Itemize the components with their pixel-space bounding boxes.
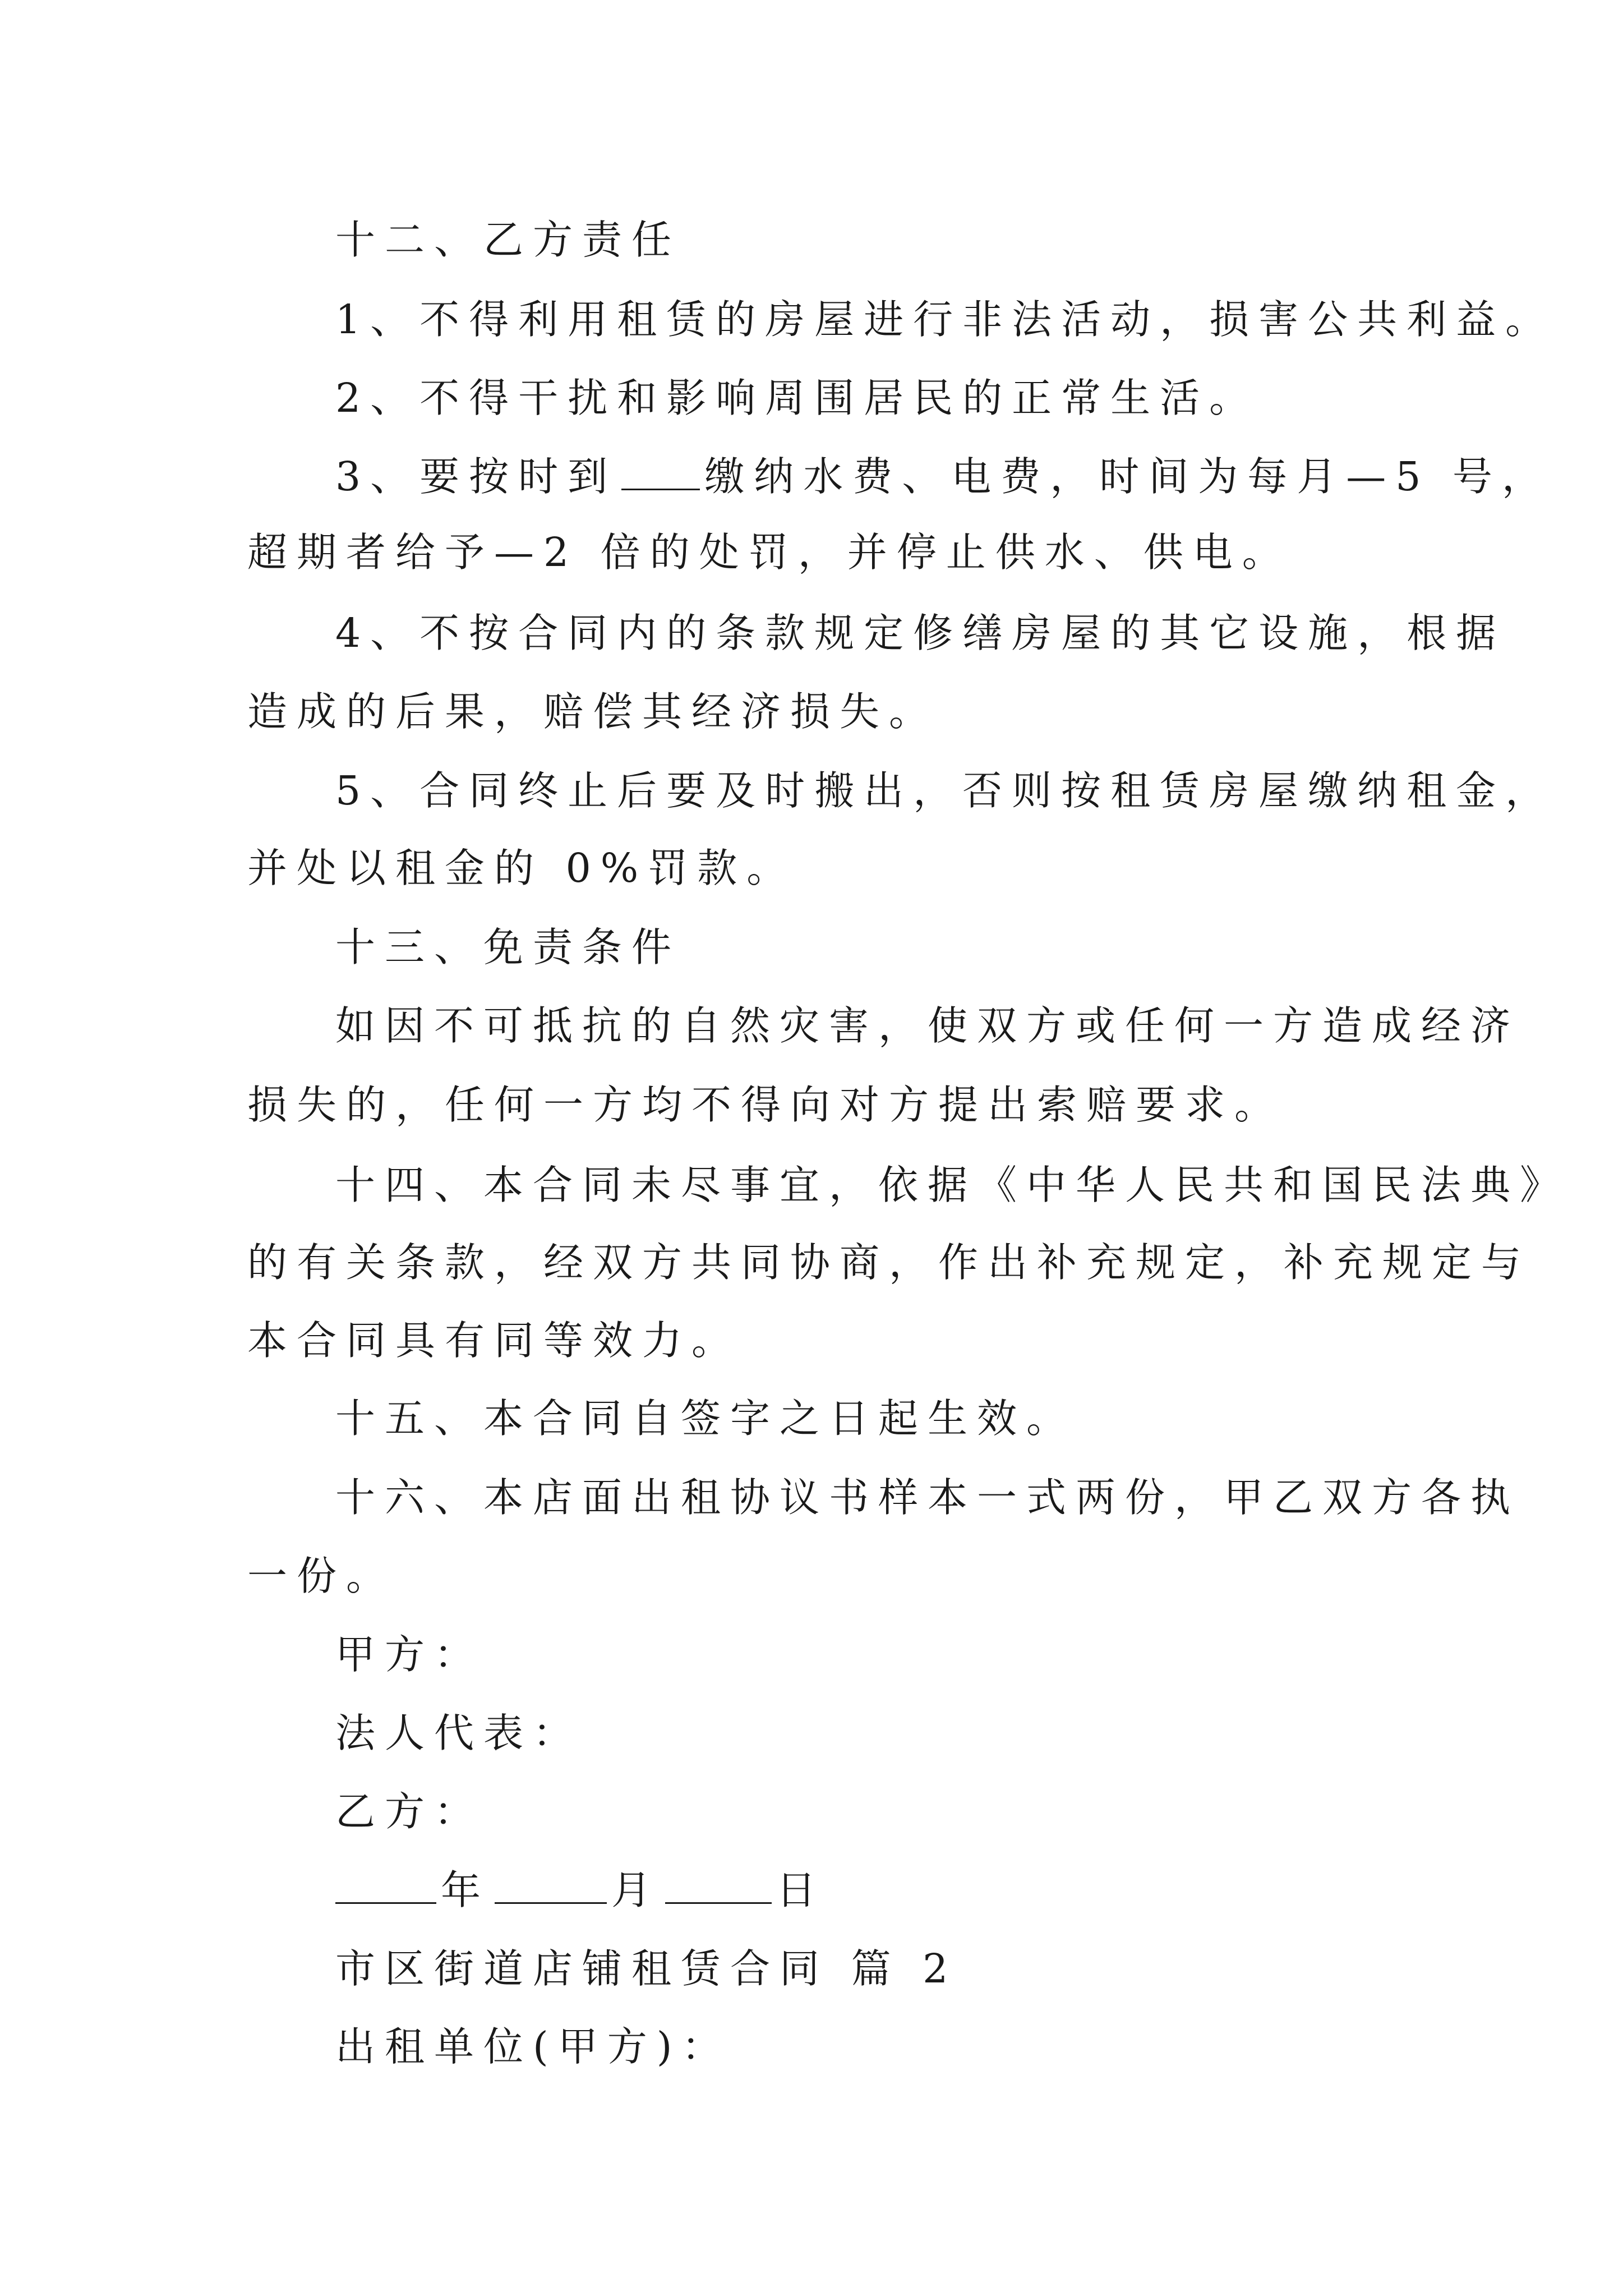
day-label: 日 — [776, 1867, 826, 1913]
clause-3-line-1 — [335, 452, 1551, 502]
year-blank — [335, 1867, 436, 1904]
clause-4-line-2: 造成的后果，赔偿其经济损失。 — [247, 688, 939, 735]
section-14-line-3: 本合同具有同等效力。 — [247, 1317, 741, 1364]
section-16-line-1: 十六、本店面出租协议书样本一式两份，甲乙双方各执 — [335, 1474, 1520, 1521]
month-label: 月 — [611, 1867, 661, 1913]
legal-representative-label: 法人代表： — [335, 1710, 583, 1756]
section-14-line-2: 的有关条款，经双方共同协商，作出补充规定，补充规定与 — [247, 1239, 1531, 1286]
day-blank — [665, 1867, 772, 1904]
section-15: 十五、本合同自签字之日起生效。 — [335, 1395, 1076, 1442]
year-label: 年 — [441, 1867, 491, 1913]
clause-4-line-1: 4、不按合同内的条款规定修缮房屋的其它设施，根据 — [335, 610, 1506, 656]
month-blank — [495, 1867, 607, 1904]
clause-3-line-2: 超期者给予—2 倍的处罚，并停止供水、供电。 — [247, 529, 1292, 576]
party-a-label: 甲方： — [335, 1631, 484, 1678]
clause-2: 2、不得干扰和影响周围居民的正常生活。 — [335, 375, 1259, 421]
exemption-line-1: 如因不可抵抗的自然灾害，使双方或任何一方造成经济 — [335, 1002, 1520, 1049]
party-b-label: 乙方： — [335, 1788, 484, 1835]
clause-3-text-before-blank: 3、要按时到 — [335, 453, 617, 500]
clause-3-text-after-blank: 缴纳水费、电费，时间为每月—5 号， — [704, 453, 1551, 500]
section-heading-12: 十二、乙方责任 — [335, 217, 681, 263]
lessor-label: 出租单位(甲方)： — [335, 2023, 731, 2070]
signature-date-line — [335, 1865, 826, 1916]
clause-5-line-1: 5、合同终止后要及时搬出，否则按租赁房屋缴纳租金， — [335, 767, 1555, 814]
contract-2-title: 市区街道店铺租赁合同 篇 2 — [335, 1945, 958, 1992]
section-heading-13: 十三、免责条件 — [335, 924, 681, 970]
section-16-line-2: 一份。 — [247, 1553, 396, 1599]
clause-5-line-2: 并处以租金的 0%罚款。 — [247, 845, 796, 891]
section-14-line-1: 十四、本合同未尽事宜，依据《中华人民共和国民法典》 — [335, 1162, 1570, 1208]
exemption-line-2: 损失的，任何一方均不得向对方提出索赔要求。 — [247, 1082, 1284, 1128]
clause-1: 1、不得利用租赁的房屋进行非法活动，损害公共利益。 — [335, 296, 1555, 343]
fill-in-blank — [621, 454, 700, 490]
